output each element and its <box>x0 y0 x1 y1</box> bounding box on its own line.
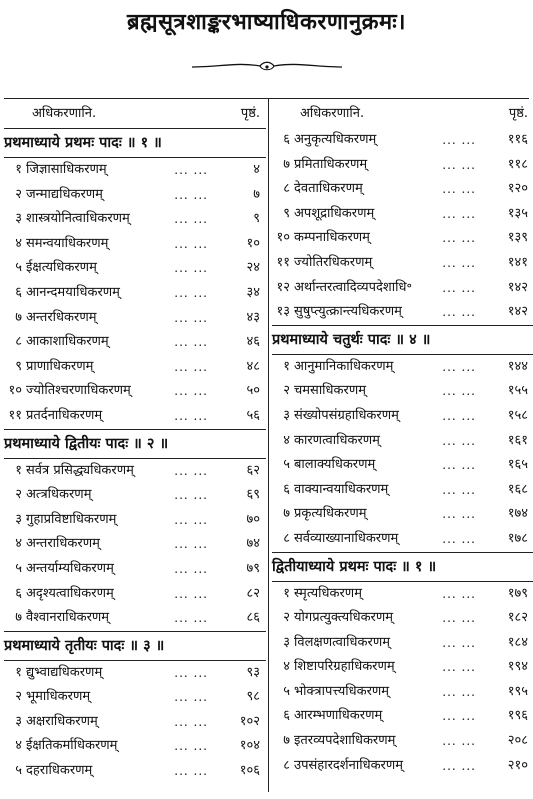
item-page: ११६ <box>507 132 528 147</box>
item-name: अदृश्यत्वाधिकरणम् <box>26 585 114 601</box>
item-page: १४४ <box>507 358 528 374</box>
leader-dots: ... ... <box>174 384 208 399</box>
list-item <box>272 226 533 251</box>
item-page: १३९ <box>507 230 528 246</box>
item-page: ६२ <box>246 462 260 478</box>
list-item <box>272 754 533 779</box>
leader-dots: ... ... <box>174 408 208 423</box>
list-item <box>4 183 266 208</box>
leader-dots: ... ... <box>174 690 208 705</box>
item-number: ३ <box>15 211 22 227</box>
item-number: ७ <box>15 309 22 325</box>
item-name: जन्माद्यधिकरणम् <box>26 186 103 202</box>
item-page: १८४ <box>507 634 528 650</box>
item-page: १४१ <box>507 254 528 270</box>
item-number: ६ <box>283 481 290 497</box>
page-title: ब्रह्मसूत्रशाङ्करभाष्याधिकरणानुक्रमः। <box>127 9 406 35</box>
item-number: ९ <box>15 358 22 374</box>
item-page: १५५ <box>507 383 528 399</box>
item-name: ज्योतिश्चरणाधिकरणम् <box>26 383 131 399</box>
item-page: ४६ <box>246 334 260 350</box>
leader-dots: ... ... <box>442 157 476 172</box>
list-item <box>4 379 266 404</box>
item-number: १० <box>8 383 22 399</box>
item-name: शास्त्रयोनित्वाधिकरणम् <box>26 211 130 227</box>
item-page: १६८ <box>507 481 528 497</box>
leader-dots: ... ... <box>174 212 208 227</box>
left-column-header <box>4 103 266 125</box>
ornament-divider-icon <box>188 60 346 74</box>
item-number: १२ <box>276 279 290 295</box>
leader-dots: ... ... <box>442 482 476 497</box>
item-page: ५६ <box>246 407 260 423</box>
section-heading: प्रथमाध्याये प्रथमः पादः ॥ १ ॥ <box>4 128 266 158</box>
list-item <box>4 759 266 784</box>
list-item <box>272 453 533 478</box>
item-name: भोक्त्रापत्त्यधिकरणम् <box>294 683 390 699</box>
list-item <box>272 202 533 227</box>
item-number: ५ <box>283 683 290 699</box>
item-name: भूमाधिकरणम् <box>26 689 91 705</box>
left-column <box>4 128 266 784</box>
item-number: १ <box>15 462 22 478</box>
item-name: कम्पनाधिकरणम् <box>294 230 370 246</box>
item-number: ७ <box>283 733 290 749</box>
item-number: ५ <box>283 457 290 473</box>
item-name: संख्योपसंग्रहाधिकरणम् <box>294 407 399 423</box>
item-page: ५० <box>246 383 260 399</box>
item-page: १८२ <box>507 610 528 626</box>
item-name: गुहाप्रविष्टाधिकरणम् <box>26 511 117 527</box>
item-page: १९६ <box>507 708 528 724</box>
leader-dots: ... ... <box>442 280 476 295</box>
leader-dots: ... ... <box>174 163 208 177</box>
item-page: १०६ <box>239 763 260 779</box>
item-name: दहराधिकरणम् <box>26 763 93 779</box>
item-page: ७० <box>246 511 260 527</box>
list-item <box>272 300 533 325</box>
item-number: २ <box>15 487 22 503</box>
list-item <box>272 631 533 656</box>
list-item <box>272 379 533 404</box>
item-page: ७४ <box>246 536 260 552</box>
list-item <box>4 404 266 429</box>
item-name: जिज्ञासाधिकरणम् <box>26 162 107 177</box>
item-page: १९४ <box>507 659 528 675</box>
item-number: ६ <box>15 284 22 300</box>
list-item <box>4 483 266 508</box>
item-page: ९३ <box>246 664 260 680</box>
list-item <box>4 532 266 557</box>
item-name: इतरव्यपदेशाधिकरणम् <box>294 733 396 749</box>
leader-dots: ... ... <box>174 665 208 680</box>
item-page: १७४ <box>507 506 528 522</box>
item-number: १ <box>283 585 290 601</box>
item-name: अत्त्रधिकरणम् <box>26 487 92 503</box>
item-name: द्युभ्वाद्यधिकरणम् <box>26 664 103 680</box>
leader-dots: ... ... <box>174 586 208 601</box>
leader-dots: ... ... <box>442 586 476 601</box>
item-page: ११८ <box>507 156 528 172</box>
leader-dots: ... ... <box>174 310 208 325</box>
item-number: ८ <box>283 530 290 546</box>
item-number: २ <box>15 689 22 705</box>
list-item <box>4 158 266 183</box>
item-number: ११ <box>8 407 22 423</box>
item-name: कारणत्वाधिकरणम् <box>294 432 380 448</box>
item-name: वाक्यान्वयाधिकरणम् <box>294 481 389 497</box>
item-number: १ <box>15 162 22 177</box>
list-item <box>4 459 266 484</box>
item-page: १७९ <box>507 585 528 601</box>
leader-dots: ... ... <box>174 359 208 374</box>
leader-dots: ... ... <box>442 408 476 423</box>
section-heading: प्रथमाध्याये चतुर्थः पादः ॥ ४ ॥ <box>272 325 533 355</box>
item-page: १५८ <box>507 407 528 423</box>
item-number: ४ <box>283 659 290 675</box>
item-number: १० <box>276 230 290 246</box>
item-name: आरम्भणाधिकरणम् <box>294 708 383 724</box>
item-page: १४२ <box>507 304 528 320</box>
item-name: आनन्दमयाधिकरणम् <box>26 284 120 300</box>
leader-dots: ... ... <box>442 255 476 270</box>
item-number: १ <box>283 358 290 374</box>
item-name: अन्तरधिकरणम् <box>26 309 97 325</box>
right-column-header <box>272 103 533 125</box>
list-item <box>4 582 266 607</box>
item-number: ७ <box>283 506 290 522</box>
top-rule <box>4 98 529 99</box>
leader-dots: ... ... <box>442 384 476 399</box>
item-number: ९ <box>283 205 290 221</box>
section-heading: प्रथमाध्याये तृतीयः पादः ॥ ३ ॥ <box>4 631 266 661</box>
leader-dots: ... ... <box>174 236 208 251</box>
leader-dots: ... ... <box>174 285 208 300</box>
item-page: १३५ <box>507 205 528 221</box>
list-item <box>272 251 533 276</box>
item-name: ज्योतिरधिकरणम् <box>294 254 373 270</box>
item-number: ४ <box>15 536 22 552</box>
item-name: देवताधिकरणम् <box>294 181 363 197</box>
item-name: उपसंहारदर्शनाधिकरणम् <box>294 757 404 773</box>
section-heading: द्वितीयाध्याये प्रथमः पादः ॥ १ ॥ <box>272 552 533 582</box>
list-item <box>272 177 533 202</box>
list-item <box>4 661 266 686</box>
leader-dots: ... ... <box>442 305 476 320</box>
item-number: ३ <box>15 511 22 527</box>
item-page: १०२ <box>239 713 260 729</box>
item-page: १४२ <box>507 279 528 295</box>
leader-dots: ... ... <box>442 709 476 724</box>
item-page: ८२ <box>246 585 260 601</box>
item-number: ३ <box>15 713 22 729</box>
list-item <box>272 429 533 454</box>
item-page: ९८ <box>246 689 260 705</box>
item-number: १३ <box>276 304 290 320</box>
item-page: २१० <box>507 757 528 773</box>
item-number: ३ <box>283 634 290 650</box>
item-name: अन्तराधिकरणम् <box>26 536 100 552</box>
list-item <box>272 729 533 754</box>
list-item <box>4 734 266 759</box>
list-item <box>272 404 533 429</box>
item-number: ६ <box>283 708 290 724</box>
leader-dots: ... ... <box>174 561 208 576</box>
item-page: ४३ <box>246 309 260 325</box>
item-name: बालाक्यधिकरणम् <box>294 457 376 473</box>
leader-dots: ... ... <box>174 261 208 276</box>
item-name: स्मृत्यधिकरणम् <box>294 585 362 601</box>
section-heading: प्रथमाध्याये द्वितीयः पादः ॥ २ ॥ <box>4 429 266 459</box>
item-number: २ <box>283 610 290 626</box>
list-item <box>4 355 266 380</box>
item-name: समन्वयाधिकरणम् <box>26 235 109 251</box>
item-name: चमसाधिकरणम् <box>294 383 367 399</box>
item-name: सुषुप्त्युत्क्रान्त्यधिकरणम् <box>294 304 402 320</box>
item-page: २४ <box>246 260 260 276</box>
leader-dots: ... ... <box>442 734 476 749</box>
leader-dots: ... ... <box>174 488 208 503</box>
leader-dots: ... ... <box>442 182 476 197</box>
item-number: ८ <box>15 334 22 350</box>
leader-dots: ... ... <box>174 739 208 754</box>
item-page: १० <box>246 235 260 251</box>
item-page: १२० <box>507 181 528 197</box>
item-name: योगप्रत्युक्त्यधिकरणम् <box>294 610 394 626</box>
item-name: आनुमानिकाधिकरणम् <box>294 358 394 374</box>
leader-dots: ... ... <box>174 463 208 478</box>
item-name: प्रकृत्यधिकरणम् <box>294 506 367 522</box>
item-number: ८ <box>283 181 290 197</box>
list-item <box>4 207 266 232</box>
list-item <box>272 355 533 380</box>
leader-dots: ... ... <box>442 206 476 221</box>
item-name: आकाशाधिकरणम् <box>26 334 109 350</box>
leader-dots: ... ... <box>174 335 208 350</box>
item-name: अनुकृत्यधिकरणम् <box>294 132 377 147</box>
item-name: सर्वत्र प्रसिद्ध्यधिकरणम् <box>26 462 134 478</box>
item-number: ८ <box>283 757 290 773</box>
item-name: अर्थान्तरत्वादिव्यपदेशाधि॰ <box>294 279 413 295</box>
item-number: १ <box>15 664 22 680</box>
item-number: ७ <box>283 156 290 172</box>
item-page: १०४ <box>239 738 260 754</box>
item-page: १६१ <box>507 432 528 448</box>
item-name: अन्तर्याम्यधिकरणम् <box>26 560 114 576</box>
item-name: वैश्वानराधिकरणम् <box>26 610 110 626</box>
list-item <box>272 502 533 527</box>
item-name: अपशूद्राधिकरणम् <box>294 205 375 221</box>
leader-dots: ... ... <box>442 758 476 773</box>
list-item <box>272 704 533 729</box>
list-item <box>4 710 266 735</box>
list-item <box>272 582 533 607</box>
item-page: ४८ <box>246 358 260 374</box>
item-name: प्रतर्दनाधिकरणम् <box>26 407 103 423</box>
leader-dots: ... ... <box>442 458 476 473</box>
item-page: ७ <box>253 186 260 202</box>
item-page: ६९ <box>246 487 260 503</box>
list-item <box>272 153 533 178</box>
leader-dots: ... ... <box>442 635 476 650</box>
item-name: सर्वव्याख्यानाधिकरणम् <box>294 530 399 546</box>
item-page: ७९ <box>246 560 260 576</box>
item-page: १६५ <box>507 457 528 473</box>
item-number: ६ <box>283 132 290 147</box>
column-page-header: पृष्ठं. <box>240 106 260 121</box>
list-item <box>4 281 266 306</box>
column-label-header: अधिकरणानि. <box>32 106 97 121</box>
list-item <box>4 232 266 257</box>
item-name: प्रमिताधिकरणम् <box>294 156 368 172</box>
item-name: विलक्षणत्वाधिकरणम् <box>294 634 391 650</box>
leader-dots: ... ... <box>174 714 208 729</box>
item-name: ईक्षतिकर्माधिकरणम् <box>26 738 118 754</box>
leader-dots: ... ... <box>174 764 208 779</box>
column-label-header: अधिकरणानि. <box>300 106 365 121</box>
item-number: ११ <box>276 254 290 270</box>
list-item <box>272 680 533 705</box>
item-number: २ <box>15 186 22 202</box>
item-page: ३४ <box>246 284 260 300</box>
column-page-header: पृष्ठं. <box>508 106 528 121</box>
leader-dots: ... ... <box>442 684 476 699</box>
list-item <box>272 128 533 153</box>
list-item <box>4 306 266 331</box>
item-page: ९ <box>253 211 260 227</box>
leader-dots: ... ... <box>442 531 476 546</box>
list-item <box>4 606 266 631</box>
item-name: प्राणाधिकरणम् <box>26 358 94 374</box>
list-item <box>272 527 533 552</box>
item-number: ५ <box>15 763 22 779</box>
item-number: ६ <box>15 585 22 601</box>
list-item <box>4 685 266 710</box>
list-item <box>272 478 533 503</box>
right-column <box>272 128 533 778</box>
leader-dots: ... ... <box>442 611 476 626</box>
item-number: ५ <box>15 260 22 276</box>
item-name: ईक्षत्यधिकरणम् <box>26 260 97 276</box>
list-item <box>272 606 533 631</box>
leader-dots: ... ... <box>174 187 208 202</box>
leader-dots: ... ... <box>442 507 476 522</box>
leader-dots: ... ... <box>442 359 476 374</box>
column-divider <box>268 98 269 792</box>
leader-dots: ... ... <box>442 433 476 448</box>
item-number: ४ <box>15 738 22 754</box>
list-item <box>4 508 266 533</box>
item-page: ४ <box>253 162 260 177</box>
item-number: ५ <box>15 560 22 576</box>
item-page: २०८ <box>507 733 528 749</box>
list-item <box>4 256 266 281</box>
item-number: ३ <box>283 407 290 423</box>
leader-dots: ... ... <box>174 611 208 626</box>
list-item <box>272 276 533 301</box>
item-number: २ <box>283 383 290 399</box>
item-page: १७८ <box>507 530 528 546</box>
item-name: शिष्टापरिग्रहाधिकरणम् <box>294 659 395 675</box>
item-page: ८६ <box>246 610 260 626</box>
leader-dots: ... ... <box>174 512 208 527</box>
list-item <box>272 655 533 680</box>
leader-dots: ... ... <box>174 537 208 552</box>
leader-dots: ... ... <box>442 133 476 147</box>
item-name: अक्षराधिकरणम् <box>26 713 98 729</box>
item-number: ७ <box>15 610 22 626</box>
item-number: ४ <box>283 432 290 448</box>
leader-dots: ... ... <box>442 231 476 246</box>
item-page: १९५ <box>507 683 528 699</box>
leader-dots: ... ... <box>442 660 476 675</box>
item-number: ४ <box>15 235 22 251</box>
list-item <box>4 557 266 582</box>
list-item <box>4 330 266 355</box>
